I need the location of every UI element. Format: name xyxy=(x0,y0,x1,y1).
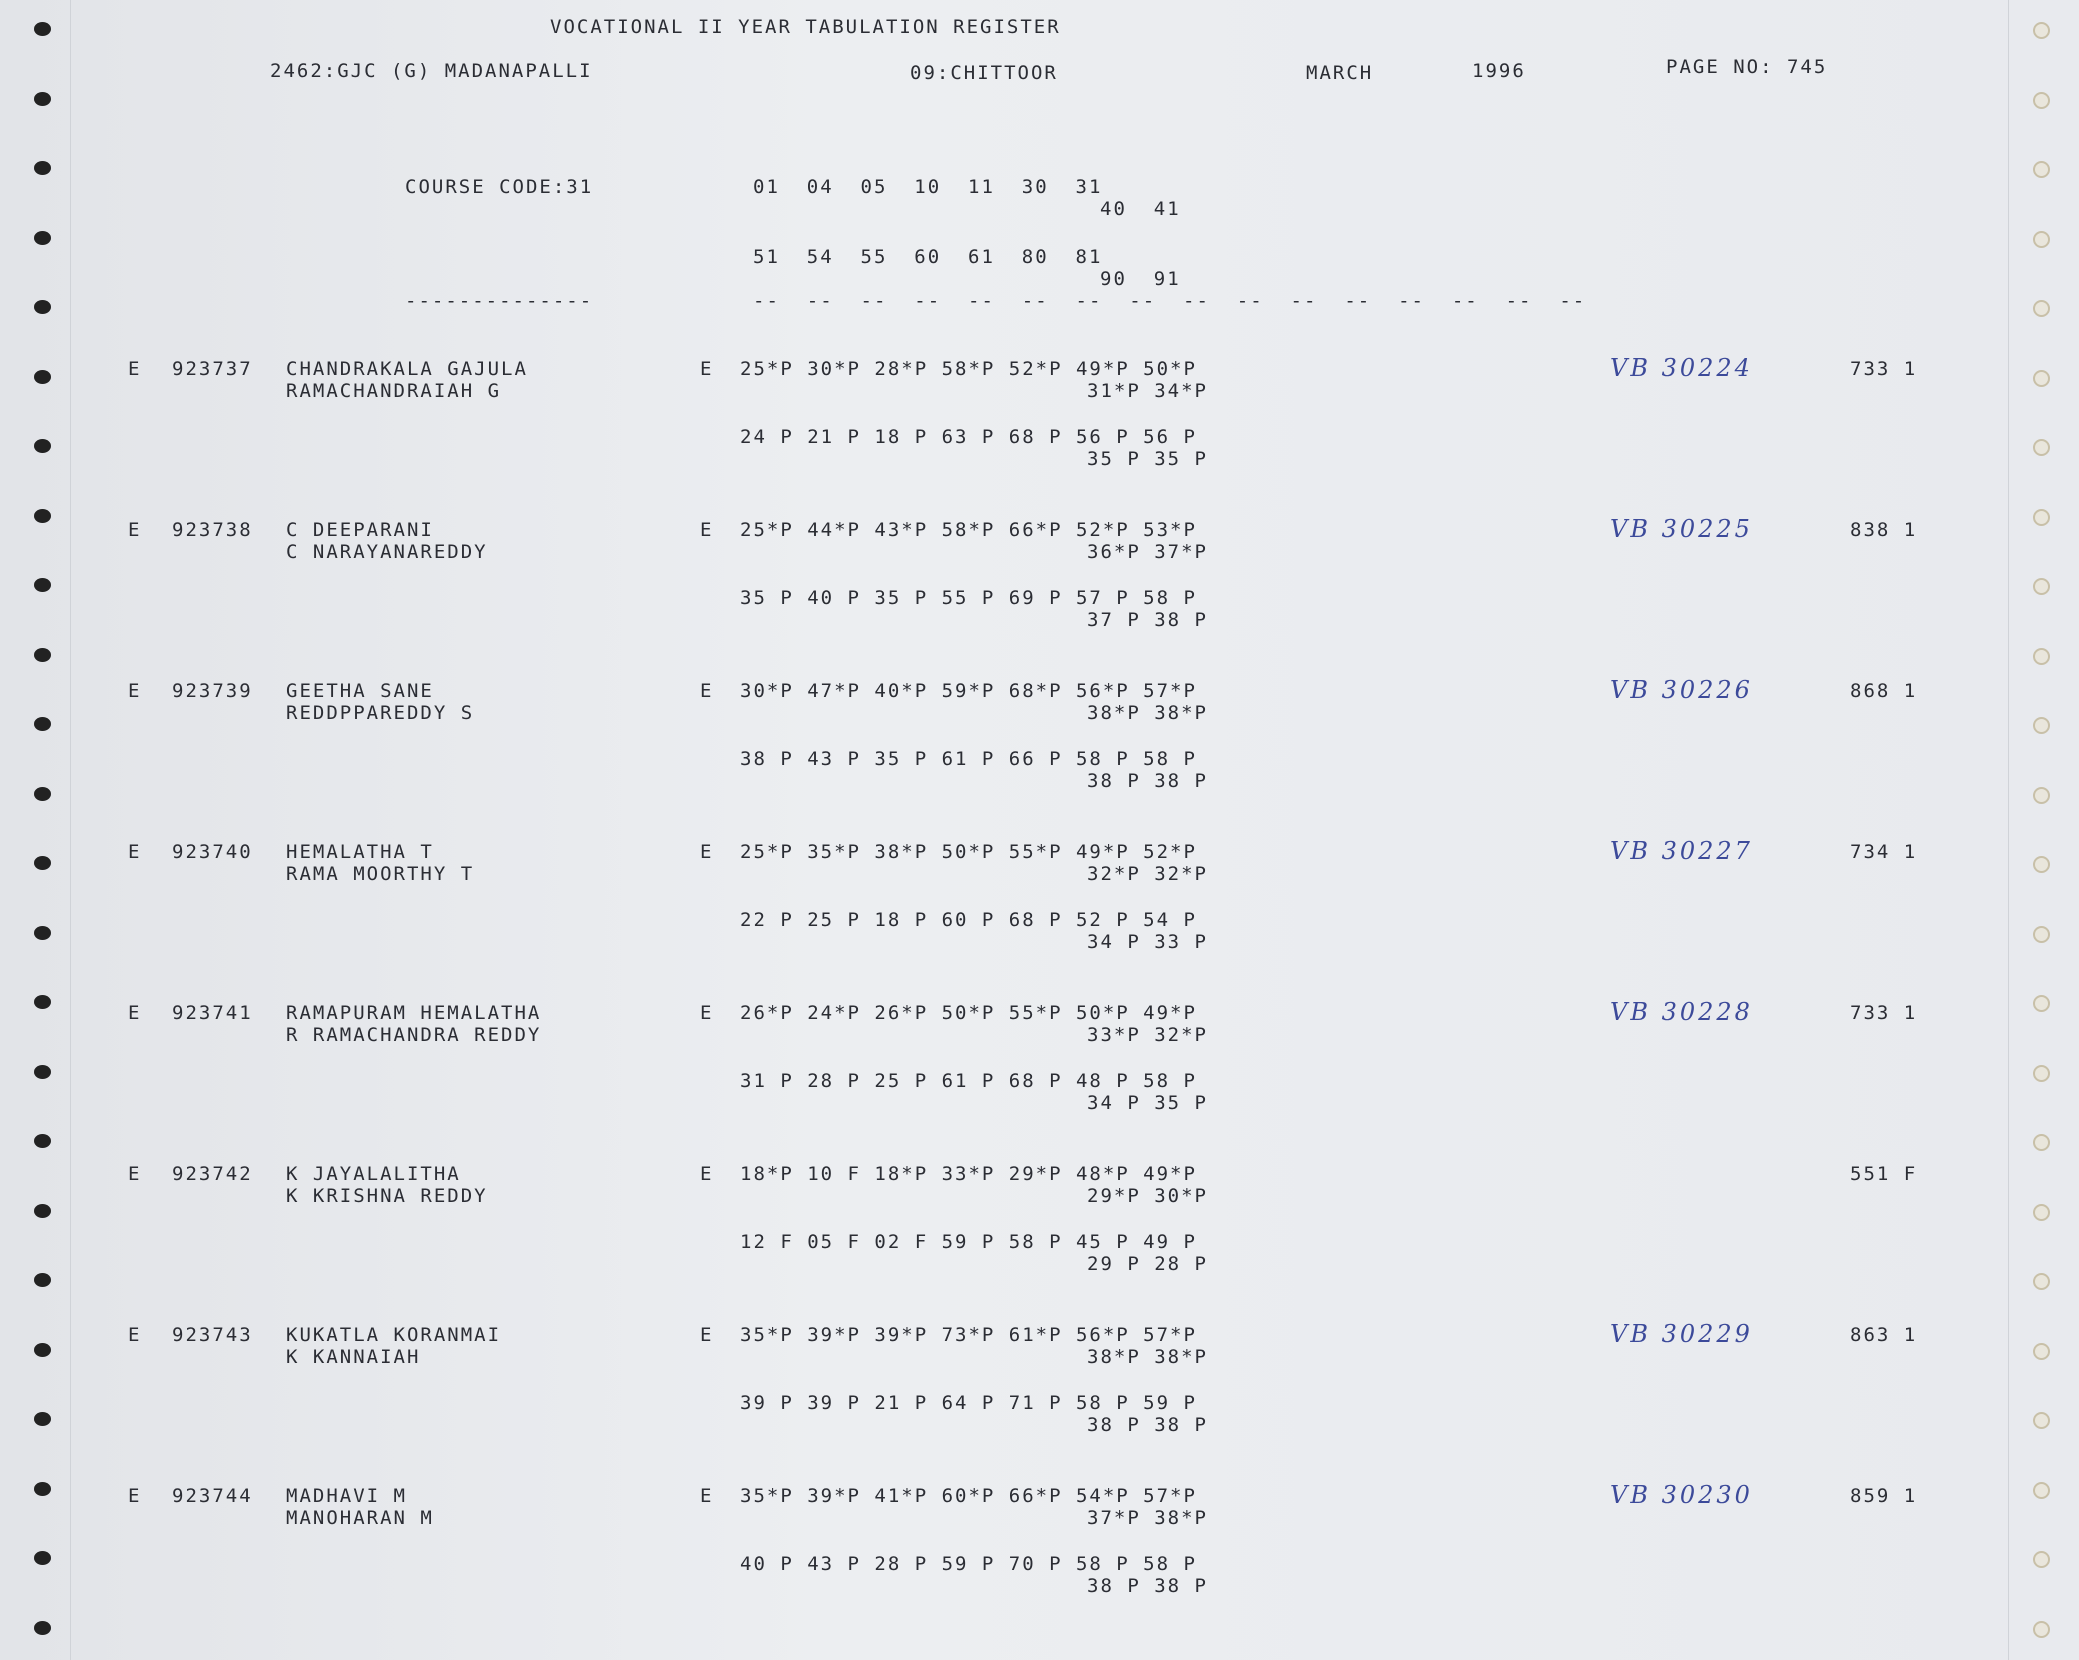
punch-hole xyxy=(34,926,51,940)
marks-row1: 25*P 35*P 38*P 50*P 55*P 49*P 52*P xyxy=(740,841,1197,863)
total-marks-result: 733 1 xyxy=(1850,1002,1918,1024)
marks-row1: 25*P 30*P 28*P 58*P 52*P 49*P 50*P xyxy=(740,358,1197,380)
marks-row1-continued: 37*P 38*P xyxy=(1087,1507,1208,1529)
status-flag: E xyxy=(128,1163,142,1185)
handwritten-note: VB 30229 xyxy=(1610,1320,1753,1348)
exam-code: E xyxy=(700,358,714,380)
total-marks-result: 863 1 xyxy=(1850,1324,1918,1346)
registration-number: 923739 xyxy=(172,680,253,702)
page-number: PAGE NO: 745 xyxy=(1666,56,1828,78)
exam-month: MARCH xyxy=(1306,62,1374,84)
punch-hole xyxy=(34,370,51,384)
marks-row1-continued: 32*P 32*P xyxy=(1087,863,1208,885)
punch-hole xyxy=(34,439,51,453)
marks-row1: 30*P 47*P 40*P 59*P 68*P 56*P 57*P xyxy=(740,680,1197,702)
exam-code: E xyxy=(700,841,714,863)
handwritten-note: VB 30230 xyxy=(1610,1481,1753,1509)
marks-row2-continued: 38 P 38 P xyxy=(1087,1414,1208,1436)
feed-hole xyxy=(2033,1273,2050,1290)
district: 09:CHITTOOR xyxy=(910,62,1058,84)
feed-hole xyxy=(2033,578,2050,595)
punch-hole xyxy=(34,231,51,245)
feed-hole xyxy=(2033,717,2050,734)
marks-row2-continued: 34 P 35 P xyxy=(1087,1092,1208,1114)
status-flag: E xyxy=(128,519,142,541)
marks-row1: 18*P 10 F 18*P 33*P 29*P 48*P 49*P xyxy=(740,1163,1197,1185)
parent-name: RAMA MOORTHY T xyxy=(286,863,475,885)
marks-row2-continued: 38 P 38 P xyxy=(1087,770,1208,792)
punch-hole xyxy=(34,578,51,592)
feed-hole xyxy=(2033,231,2050,248)
status-flag: E xyxy=(128,1324,142,1346)
feed-hole xyxy=(2033,92,2050,109)
marks-row2-continued: 29 P 28 P xyxy=(1087,1253,1208,1275)
student-name: HEMALATHA T xyxy=(286,841,434,863)
marks-row1-continued: 29*P 30*P xyxy=(1087,1185,1208,1207)
separator-left: -------------- xyxy=(405,290,594,312)
marks-row2-continued: 38 P 38 P xyxy=(1087,1575,1208,1597)
total-marks-result: 838 1 xyxy=(1850,519,1918,541)
student-name: KUKATLA KORANMAI xyxy=(286,1324,502,1346)
subject-codes-row1-continued: 40 41 xyxy=(1100,198,1181,220)
registration-number: 923743 xyxy=(172,1324,253,1346)
marks-row2-continued: 35 P 35 P xyxy=(1087,448,1208,470)
punch-hole xyxy=(34,1134,51,1148)
punch-hole xyxy=(34,995,51,1009)
subject-codes-row1: 01 04 05 10 11 30 31 xyxy=(753,176,1103,198)
college-code: 2462:GJC (G) MADANAPALLI xyxy=(270,60,593,82)
feed-hole xyxy=(2033,1204,2050,1221)
subject-codes-row2-continued: 90 91 xyxy=(1100,268,1181,290)
marks-row1: 26*P 24*P 26*P 50*P 55*P 50*P 49*P xyxy=(740,1002,1197,1024)
registration-number: 923738 xyxy=(172,519,253,541)
marks-row2: 12 F 05 F 02 F 59 P 58 P 45 P 49 P xyxy=(740,1231,1197,1253)
marks-row2: 24 P 21 P 18 P 63 P 68 P 56 P 56 P xyxy=(740,426,1197,448)
feed-hole xyxy=(2033,1551,2050,1568)
student-name: K JAYALALITHA xyxy=(286,1163,461,1185)
marks-row2: 40 P 43 P 28 P 59 P 70 P 58 P 58 P xyxy=(740,1553,1197,1575)
student-name: MADHAVI M xyxy=(286,1485,407,1507)
marks-row1: 35*P 39*P 41*P 60*P 66*P 54*P 57*P xyxy=(740,1485,1197,1507)
registration-number: 923742 xyxy=(172,1163,253,1185)
feed-hole xyxy=(2033,1134,2050,1151)
parent-name: K KANNAIAH xyxy=(286,1346,421,1368)
registration-number: 923740 xyxy=(172,841,253,863)
marks-row1-continued: 33*P 32*P xyxy=(1087,1024,1208,1046)
tractor-feed-strip-left xyxy=(0,0,71,1660)
punch-hole xyxy=(34,1551,51,1565)
punch-hole xyxy=(34,300,51,314)
exam-code: E xyxy=(700,1002,714,1024)
total-marks-result: 734 1 xyxy=(1850,841,1918,863)
punch-hole xyxy=(34,787,51,801)
feed-hole xyxy=(2033,370,2050,387)
subject-codes-row2: 51 54 55 60 61 80 81 xyxy=(753,246,1103,268)
punch-hole xyxy=(34,509,51,523)
status-flag: E xyxy=(128,1485,142,1507)
registration-number: 923741 xyxy=(172,1002,253,1024)
punch-hole xyxy=(34,1412,51,1426)
exam-code: E xyxy=(700,1324,714,1346)
tabulation-register xyxy=(80,0,2000,1660)
marks-row2: 22 P 25 P 18 P 60 P 68 P 52 P 54 P xyxy=(740,909,1197,931)
tractor-feed-strip-right xyxy=(2008,0,2079,1660)
exam-code: E xyxy=(700,1163,714,1185)
registration-number: 923737 xyxy=(172,358,253,380)
student-name: C DEEPARANI xyxy=(286,519,434,541)
feed-hole xyxy=(2033,1482,2050,1499)
punch-hole xyxy=(34,161,51,175)
marks-row2-continued: 34 P 33 P xyxy=(1087,931,1208,953)
marks-row1-continued: 38*P 38*P xyxy=(1087,1346,1208,1368)
parent-name: K KRISHNA REDDY xyxy=(286,1185,488,1207)
marks-row2: 31 P 28 P 25 P 61 P 68 P 48 P 58 P xyxy=(740,1070,1197,1092)
status-flag: E xyxy=(128,1002,142,1024)
marks-row1-continued: 36*P 37*P xyxy=(1087,541,1208,563)
punch-hole xyxy=(34,22,51,36)
feed-hole xyxy=(2033,995,2050,1012)
register-title: VOCATIONAL II YEAR TABULATION REGISTER xyxy=(550,16,1061,38)
punch-hole xyxy=(34,1204,51,1218)
feed-hole xyxy=(2033,300,2050,317)
exam-code: E xyxy=(700,680,714,702)
feed-hole xyxy=(2033,22,2050,39)
punch-hole xyxy=(34,1621,51,1635)
punch-hole xyxy=(34,92,51,106)
handwritten-note: VB 30228 xyxy=(1610,998,1753,1026)
total-marks-result: 733 1 xyxy=(1850,358,1918,380)
feed-hole xyxy=(2033,439,2050,456)
marks-row1-continued: 31*P 34*P xyxy=(1087,380,1208,402)
feed-hole xyxy=(2033,161,2050,178)
marks-row2: 38 P 43 P 35 P 61 P 66 P 58 P 58 P xyxy=(740,748,1197,770)
separator-columns: -- -- -- -- -- -- -- -- -- -- -- -- -- -- -- -- xyxy=(753,290,1587,312)
punch-hole xyxy=(34,717,51,731)
total-marks-result: 868 1 xyxy=(1850,680,1918,702)
handwritten-note: VB 30224 xyxy=(1610,354,1753,382)
parent-name: R RAMACHANDRA REDDY xyxy=(286,1024,542,1046)
student-name: RAMAPURAM HEMALATHA xyxy=(286,1002,542,1024)
total-marks-result: 551 F xyxy=(1850,1163,1918,1185)
marks-row1-continued: 38*P 38*P xyxy=(1087,702,1208,724)
punch-hole xyxy=(34,856,51,870)
feed-hole xyxy=(2033,509,2050,526)
feed-hole xyxy=(2033,648,2050,665)
feed-hole xyxy=(2033,1065,2050,1082)
marks-row2: 35 P 40 P 35 P 55 P 69 P 57 P 58 P xyxy=(740,587,1197,609)
handwritten-note: VB 30225 xyxy=(1610,515,1753,543)
punch-hole xyxy=(34,1065,51,1079)
marks-row1: 25*P 44*P 43*P 58*P 66*P 52*P 53*P xyxy=(740,519,1197,541)
feed-hole xyxy=(2033,1621,2050,1638)
marks-row2: 39 P 39 P 21 P 64 P 71 P 58 P 59 P xyxy=(740,1392,1197,1414)
status-flag: E xyxy=(128,680,142,702)
parent-name: REDDPPAREDDY S xyxy=(286,702,475,724)
parent-name: MANOHARAN M xyxy=(286,1507,434,1529)
exam-code: E xyxy=(700,1485,714,1507)
parent-name: C NARAYANAREDDY xyxy=(286,541,488,563)
punch-hole xyxy=(34,1273,51,1287)
student-name: GEETHA SANE xyxy=(286,680,434,702)
feed-hole xyxy=(2033,1412,2050,1429)
status-flag: E xyxy=(128,358,142,380)
punch-hole xyxy=(34,648,51,662)
punch-hole xyxy=(34,1482,51,1496)
feed-hole xyxy=(2033,856,2050,873)
punch-hole xyxy=(34,1343,51,1357)
feed-hole xyxy=(2033,1343,2050,1360)
feed-hole xyxy=(2033,787,2050,804)
parent-name: RAMACHANDRAIAH G xyxy=(286,380,502,402)
exam-year: 1996 xyxy=(1472,60,1526,82)
total-marks-result: 859 1 xyxy=(1850,1485,1918,1507)
marks-row1: 35*P 39*P 39*P 73*P 61*P 56*P 57*P xyxy=(740,1324,1197,1346)
status-flag: E xyxy=(128,841,142,863)
feed-hole xyxy=(2033,926,2050,943)
handwritten-note: VB 30227 xyxy=(1610,837,1753,865)
handwritten-note: VB 30226 xyxy=(1610,676,1753,704)
registration-number: 923744 xyxy=(172,1485,253,1507)
marks-row2-continued: 37 P 38 P xyxy=(1087,609,1208,631)
exam-code: E xyxy=(700,519,714,541)
student-name: CHANDRAKALA GAJULA xyxy=(286,358,528,380)
course-code: COURSE CODE:31 xyxy=(405,176,594,198)
